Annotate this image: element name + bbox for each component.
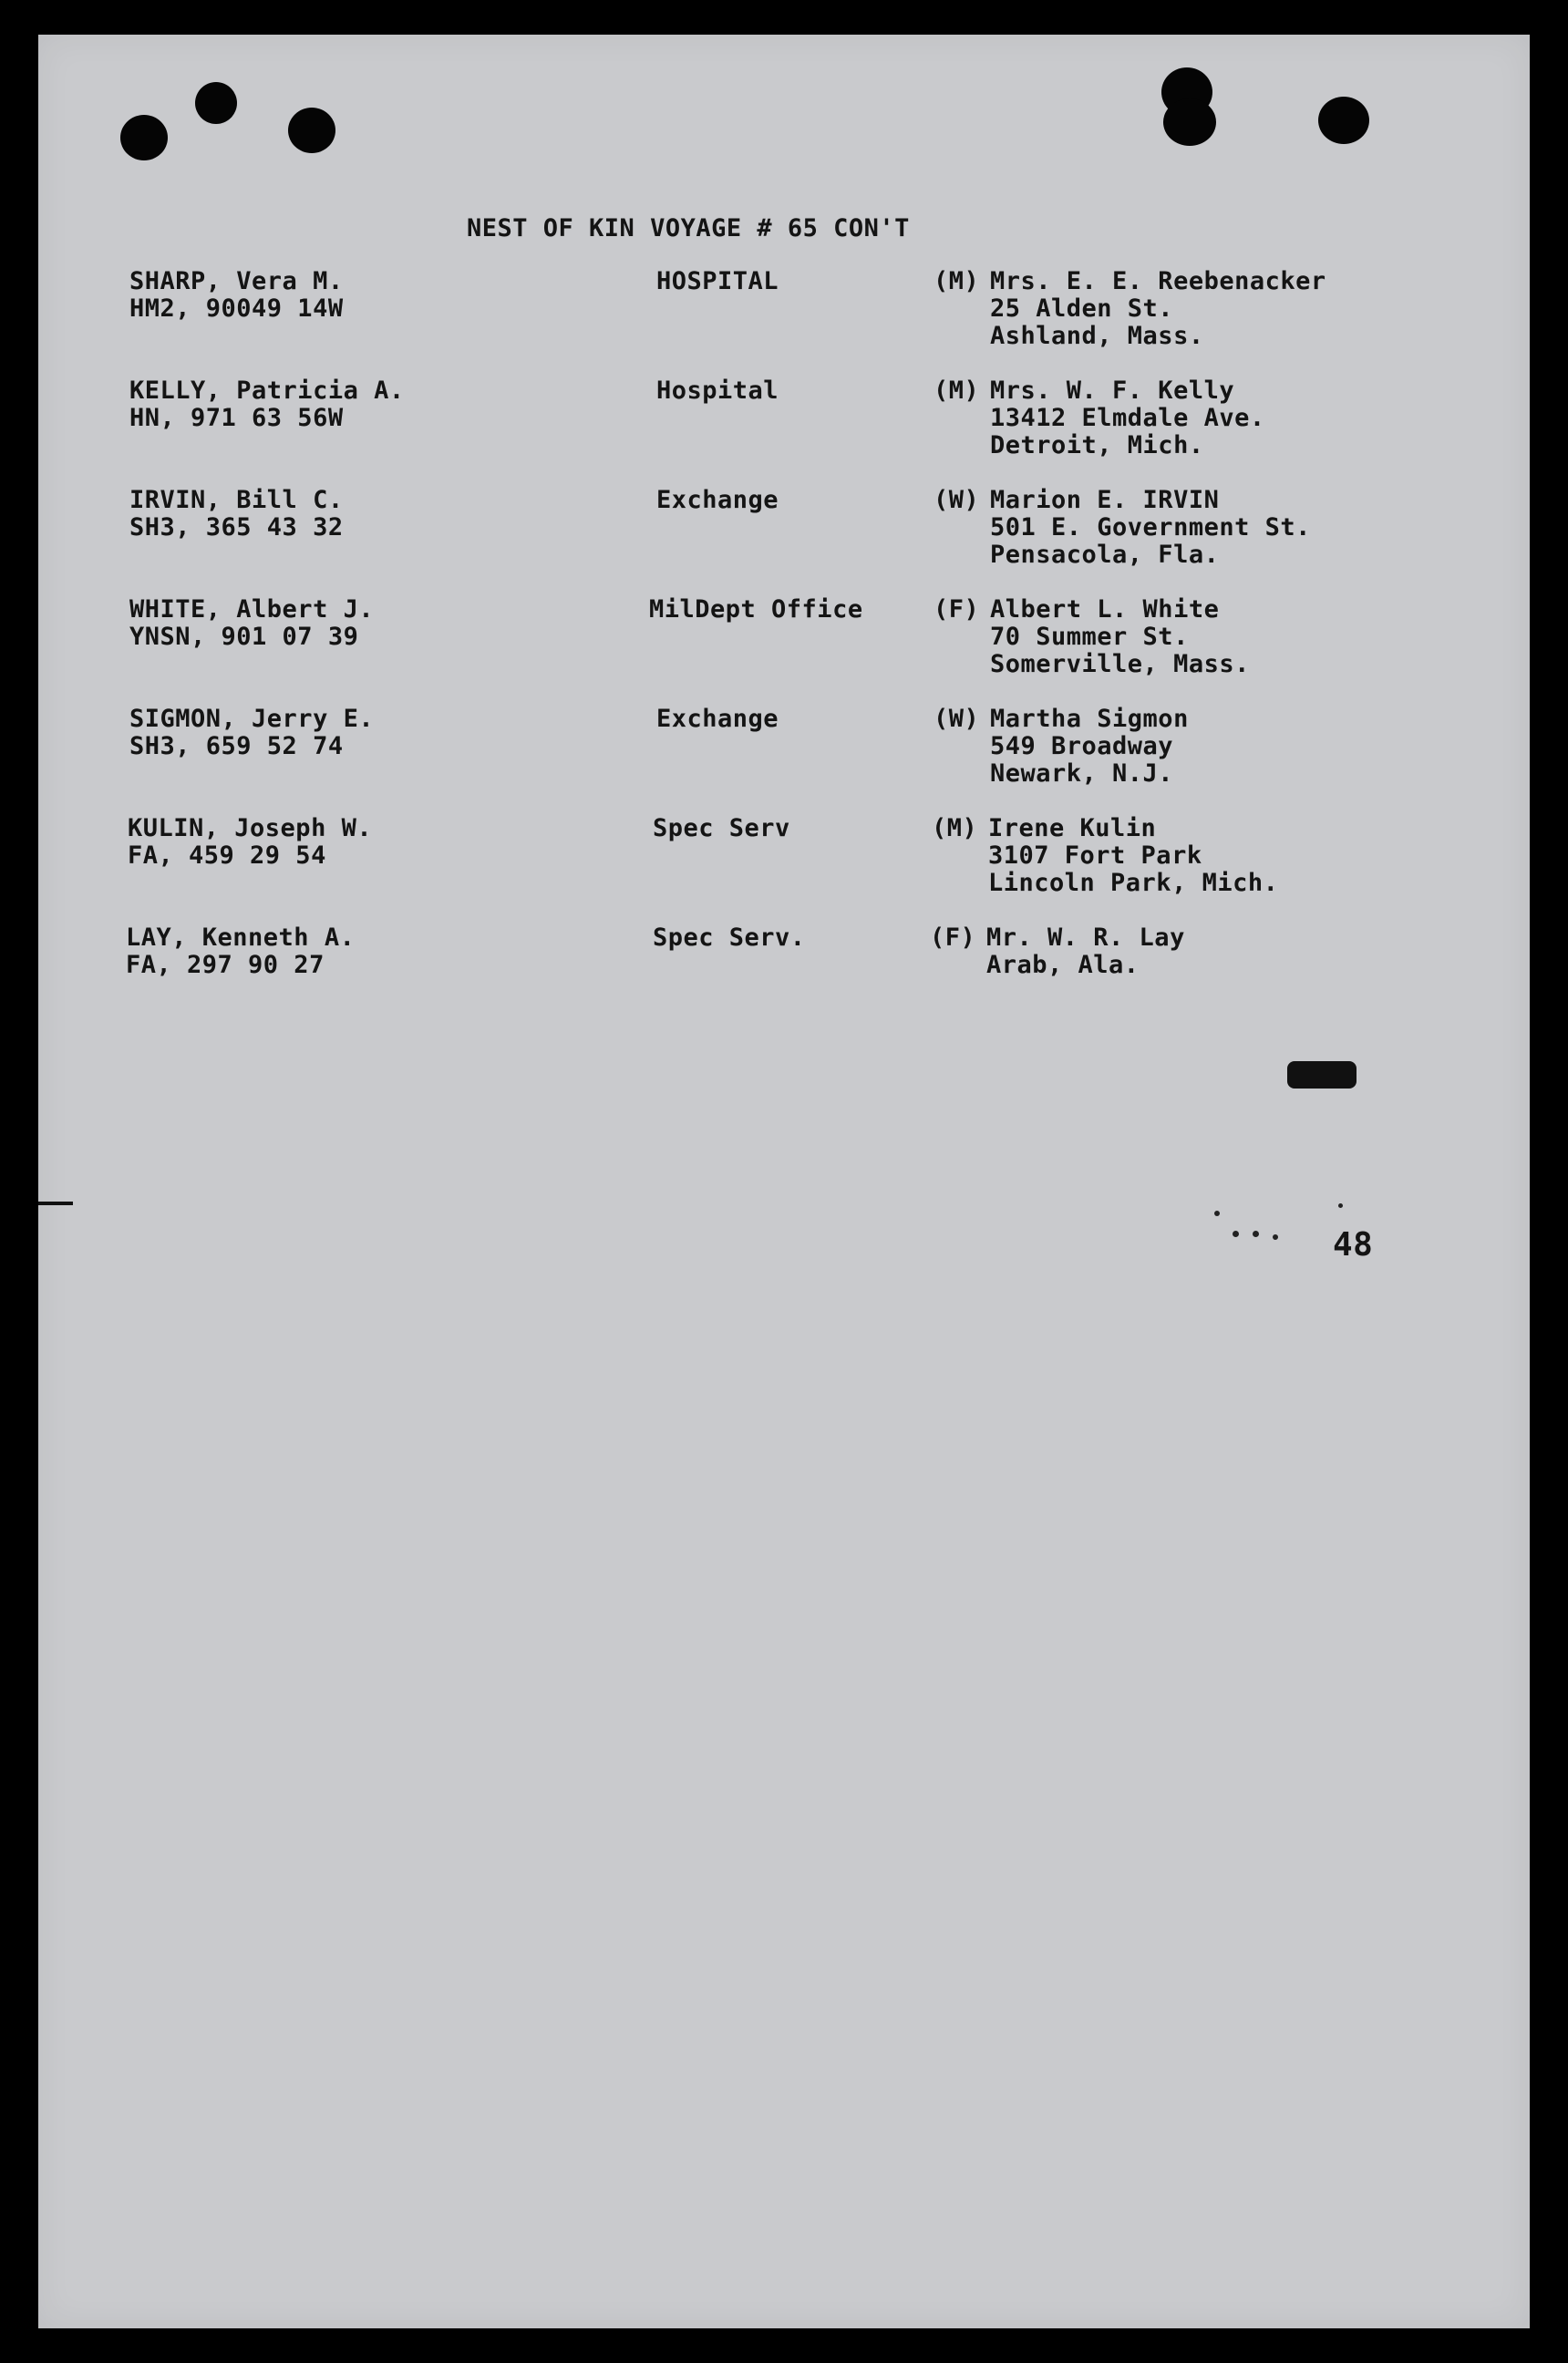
- entry-department: Spec Serv.: [653, 924, 806, 952]
- entry-department: MilDept Office: [649, 595, 863, 624]
- punch-hole: [1318, 97, 1369, 144]
- entry-relation: (W): [934, 486, 980, 514]
- entry-address-line: Newark, N.J.: [990, 759, 1174, 788]
- entry-department: Exchange: [656, 486, 779, 514]
- punch-hole: [195, 82, 237, 124]
- entry-department: Exchange: [656, 705, 779, 733]
- entry-address-line: 501 E. Government St.: [990, 513, 1311, 542]
- entry-service-number: FA, 459 29 54: [128, 841, 326, 870]
- entry-relation: (M): [932, 814, 978, 842]
- entry-service-number: HN, 971 63 56W: [129, 404, 344, 432]
- entry-address-line: Arab, Ala.: [986, 951, 1140, 979]
- entry-address-line: 70 Summer St.: [990, 623, 1189, 651]
- entry-department: HOSPITAL: [656, 267, 779, 295]
- entry-name: KULIN, Joseph W.: [128, 814, 373, 842]
- entry-address-line: Martha Sigmon: [990, 705, 1189, 733]
- entry-address-line: 3107 Fort Park: [988, 841, 1202, 870]
- document-page: [38, 35, 1530, 2328]
- entry-service-number: FA, 297 90 27: [126, 951, 325, 979]
- entry-relation: (F): [934, 595, 980, 624]
- entry-name: IRVIN, Bill C.: [129, 486, 344, 514]
- speck: [1253, 1231, 1259, 1237]
- entry-address-line: 549 Broadway: [990, 732, 1174, 760]
- entry-name: SIGMON, Jerry E.: [129, 705, 375, 733]
- entry-name: SHARP, Vera M.: [129, 267, 344, 295]
- entry-relation: (W): [934, 705, 980, 733]
- entry-service-number: SH3, 659 52 74: [129, 732, 344, 760]
- entry-service-number: HM2, 90049 14W: [129, 294, 344, 323]
- entry-address-line: Irene Kulin: [988, 814, 1157, 842]
- entry-address-line: Mr. W. R. Lay: [986, 924, 1185, 952]
- entry-address-line: Lincoln Park, Mich.: [988, 869, 1279, 897]
- page-number: 48: [1333, 1226, 1374, 1264]
- entry-name: WHITE, Albert J.: [129, 595, 375, 624]
- speck: [1338, 1203, 1343, 1208]
- entry-relation: (F): [930, 924, 976, 952]
- punch-hole: [120, 115, 168, 160]
- entry-address-line: Ashland, Mass.: [990, 322, 1204, 350]
- speck: [1273, 1234, 1278, 1240]
- entry-address-line: Somerville, Mass.: [990, 650, 1250, 678]
- entry-address-line: 25 Alden St.: [990, 294, 1174, 323]
- edge-mark: [38, 1202, 73, 1205]
- speck: [1233, 1231, 1239, 1237]
- punch-hole: [288, 108, 335, 153]
- entry-department: Spec Serv: [653, 814, 790, 842]
- entry-address-line: Pensacola, Fla.: [990, 541, 1220, 569]
- entry-address-line: Mrs. E. E. Reebenacker: [990, 267, 1326, 295]
- entry-address-line: Albert L. White: [990, 595, 1220, 624]
- ink-smudge: [1287, 1061, 1357, 1089]
- entry-name: LAY, Kenneth A.: [126, 924, 356, 952]
- entry-service-number: SH3, 365 43 32: [129, 513, 344, 542]
- entry-address-line: 13412 Elmdale Ave.: [990, 404, 1265, 432]
- entry-address-line: Mrs. W. F. Kelly: [990, 377, 1235, 405]
- entry-address-line: Detroit, Mich.: [990, 431, 1204, 459]
- entry-department: Hospital: [656, 377, 779, 405]
- entry-name: KELLY, Patricia A.: [129, 377, 405, 405]
- entry-relation: (M): [934, 377, 980, 405]
- entry-address-line: Marion E. IRVIN: [990, 486, 1220, 514]
- entry-service-number: YNSN, 901 07 39: [129, 623, 359, 651]
- punch-hole: [1163, 98, 1216, 146]
- entry-relation: (M): [934, 267, 980, 295]
- speck: [1214, 1211, 1220, 1216]
- page-heading: NEST OF KIN VOYAGE # 65 CON'T: [467, 214, 910, 242]
